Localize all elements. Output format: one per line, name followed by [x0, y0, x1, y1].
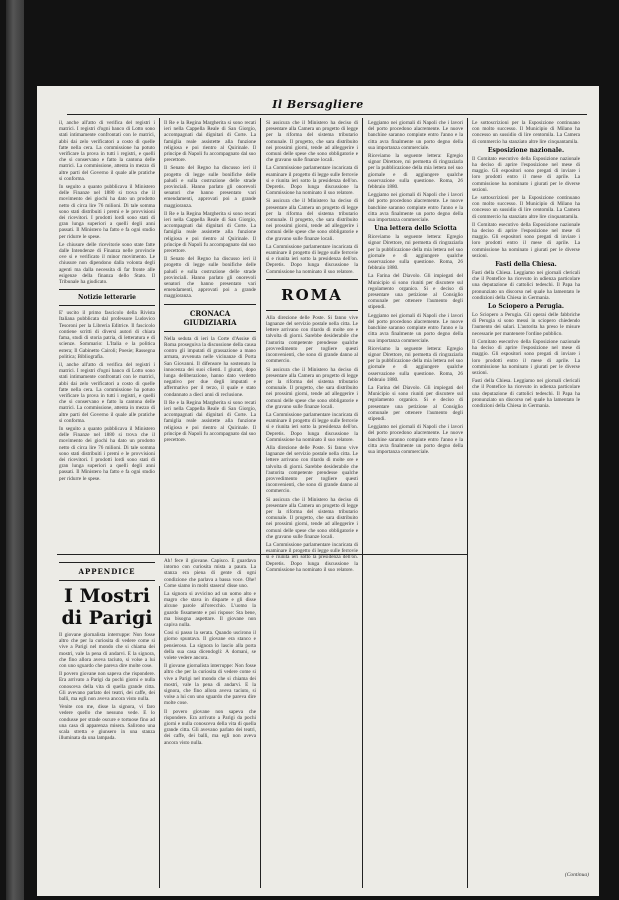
continua-note: (Continua): [564, 872, 589, 878]
appendice-column-2: [164, 558, 256, 886]
article-text: Si assicura che il Ministero ha deciso di presentare alla Camera un progetto di legge per la riforma del sistema tributario comunale. Il progetto, che sara distribuito nei prossimi giorni, tende ad alleggerire i comuni delle spese che sono obbligatorie e che gravano sulle finanze locali.: [266, 120, 358, 164]
article-text: Il Comitato esecutivo della Esposizione nazionale ha deciso di aprire l'esposizione nel mese di maggio. Gli espositori sono pregati di inviare i loro prodotti entro il mese di aprile. La commissione ha nominato i giurati per le diverse sezioni.: [472, 338, 580, 376]
article-text: Le sottoscrizioni per la Esposizione continuano con molto successo. Il Municipio di Milano ha concesso un sussidio di lire centomila. La Camera di commercio ha stanziato altre lire cinquantamila.: [472, 195, 580, 220]
esposizione-heading: Esposizione nazionale.: [487, 146, 565, 154]
article-text: il, anche all'atto di verifica del registri i matrici. I registri d'ogni banco di Lotto sono stati intimamente confrontati con le matrici, abbi dai zelo verificatori a costo di quelle fatte nella cera. La commissione ha potuto verificare la prova in tutti i registri, e quelli che si conservano e fatto la cantona delle matrici. La commissione, attenta in mezzo di altre parti del Governo il quale alle pratiche si conforma.: [59, 120, 155, 182]
appendice-heading: APPENDICE: [78, 567, 136, 576]
article-text: Il Re e la Regina Margherita si sono recati ieri nella Cappella Reale di San Giorgio, accompagnati dai dignitari di Corte. La famiglia reale assistette alla funzione religiosa e poi rientro al Quirinale. Il principe di Napoli fu accompagnato dal suo precettore.: [164, 210, 256, 255]
feuilleton-text: Il giovane giornalista interruppe: Non fosse altro che per la curiosita di vedere come si vive a Parigi nel mondo che si chiama dei mostri, vale la pena di andarvi. E la signora, che fino allora aveva taciuto, si volse a lui con uno sguardo che pareva dire molte cose.: [59, 632, 155, 670]
fasti-heading: Fasti della Chiesa.: [495, 261, 557, 269]
article-text: Fasti della Chiesa. Leggiamo nei giornali clericali che il Pontefice ha ricevuto in udienza particolare una deputazione di cattolici tedeschi. Il Papa ha pronunziato un discorso nel quale ha lamentato le condizioni della Chiesa in Germania.: [472, 378, 580, 409]
article-text: Alla direzione delle Poste. Si fanno vive lagnanze del servizio postale nella citta. Le lettere arrivano con ritardo di molte ore e talvolta di giorni. Sarebbe desiderabile che l'autorita competente prendesse qualche provvedimento per togliere questi inconvenienti, che sono di grande danno al commercio.: [266, 444, 358, 495]
article-text: In seguito a quanto pubblicava il Ministero delle Finanze nel 1880 si trova che il movimento dei giochi ha dato un prodotto netto di circa lire 76 milioni. Di tale somma sono stati distribuiti i premi e le provvisioni dei ricevitori. I prodotti lordi sono stati di gran lunga superiori a quelli degli anni passati. Il Ministero ha fatto e fa ogni studio per ridurre le spese.: [59, 184, 155, 240]
appendice-heading-box: [59, 562, 155, 581]
ultima-heading: Una lettera dello Sciotta: [374, 225, 457, 233]
column-divider: [260, 118, 261, 888]
column-4: [368, 120, 463, 886]
article-text: Il Re e la Regina Margherita si sono recati ieri nella Cappella Reale di San Giorgio, accompagnati dai dignitari di Corte. La famiglia reale assistette alla funzione religiosa e poi rientro al Quirinale. Il principe di Napoli fu accompagnato dal suo precettore.: [164, 399, 256, 443]
article-text: Il Comitato esecutivo della Esposizione nazionale ha deciso di aprire l'esposizione nel mese di maggio. Gli espositori sono pregati di inviare i loro prodotti entro il mese di aprile. La commissione ha nominato i giurati per le diverse sezioni.: [472, 155, 580, 193]
appendice-column-1: [59, 558, 155, 886]
article-text: La Commissione parlamentare incaricata di esaminare il progetto di legge sulle ferrovie si e riunita ieri sotto la presidenza dell'on. Depretis. Dopo lunga discussione la Commissione ha nominato il suo relatore.: [266, 243, 358, 275]
article-text: Si assicura che il Ministero ha deciso di presentare alla Camera un progetto di legge per la riforma del sistema tributario comunale. Il progetto, che sara distribuito nei prossimi giorni, tende ad alleggerire i comuni delle spese che sono obbligatorie e che gravano sulle finanze locali.: [266, 496, 358, 540]
article-text: Leggiamo nei giornali di Napoli che i lavori del porto procedono alacremente. Le nuove banchine saranno compiute entro l'anno e la citta avra finalmente un porto degno della sua importanza commerciale.: [368, 192, 463, 224]
column-5: [472, 120, 580, 886]
article-text: In seguito a quanto pubblicava il Ministero delle Finanze nel 1880 si trova che il movimento dei giochi ha dato un prodotto netto di circa lire 76 milioni. Di tale somma sono stati distribuiti i premi e le provvisioni dei ricevitori. I prodotti lordi sono stati di gran lunga superiori a quelli degli anni passati. Il Ministero ha fatto e fa ogni studio per ridurre le spese.: [59, 425, 155, 482]
feuilleton-text: Venite con me, disse la signora, vi faro vedere quello che nessuno vede. E lo condusse per strade oscure e tortuose fino ad una casa di apparenza misera. Salirono una scala stretta e giunsero in una stanza illuminata da una lampada.: [59, 704, 155, 742]
sciopero-heading: Lo Sciopero a Perugia.: [488, 303, 564, 311]
article-text: Leggiamo nei giornali di Napoli che i lavori del porto procedono alacremente. Le nuove banchine saranno compiute entro l'anno e la citta avra finalmente un porto degno della sua importanza commerciale.: [368, 312, 463, 344]
article-text: Leggiamo nei giornali di Napoli che i lavori del porto procedono alacremente. Le nuove banchine saranno compiute entro l'anno e la citta avra finalmente un porto degno della sua importanza commerciale.: [368, 424, 463, 455]
article-text: Nella seduta di ieri la Corte d'Assise di Roma proseguiva la discussione della causa contro gli imputati di grassazione a mano armata, avvenuta nelle vicinanze di Porta San Giovanni. Il difensore ha sostenuto la innocenza dei suoi clienti. I giurati, dopo lunga deliberazione, hanno dato verdetto negativo per due degli imputati e affermativo per il terzo, il quale e stato condannato a dieci anni di reclusione.: [164, 335, 256, 398]
article-text: La Commissione parlamentare incaricata di esaminare il progetto di legge sulle ferrovie si e riunita ieri sotto la presidenza dell'on. Depretis. Dopo lunga discussione la Commissione ha nominato il suo relatore.: [266, 165, 358, 197]
article-text: Il Senato del Regno ha discusso ieri il progetto di legge sulle bonifiche delle paludi e sulla costruzione delle strade provinciali. Hanno parlato gli onorevoli senatori che hanno presentato vari emendamenti, approvati poi a grande maggioranza.: [164, 165, 256, 209]
roma-heading-box: [266, 279, 358, 311]
article-text: Riceviamo la seguente lettera: Egregio signor Direttore, mi permetta di ringraziarla per la pubblicazione della mia lettera nel suo giornale e di aggiungere qualche osservazione sulla questione. Roma, 26 febbraio 1880.: [368, 153, 463, 191]
masthead-title: Il Bersagliere: [272, 98, 364, 111]
notizie-heading-box: [59, 289, 155, 306]
feuilleton-text: La signora si avvicino ad un uomo alto e magro che stava in disparte e gli disse alcune parole all'orecchio. L'uomo la guardo fissamente e poi rispose: Sta bene, ma bisogna aspettare. Il giovane non capiva nulla.: [164, 591, 256, 629]
cronaca-heading: CRONACA GIUDIZIARIA: [183, 308, 237, 327]
notizie-heading: Notizie letterarie: [78, 294, 136, 302]
cronaca-heading-box: [164, 304, 256, 332]
article-text: Lo Sciopero a Perugia. Gli operai delle fabbriche di Perugia si sono messi in sciopero chiedendo l'aumento dei salari. L'autorita ha preso le misure necessarie per mantenere l'ordine pubblico.: [472, 312, 580, 337]
column-3: [266, 120, 358, 886]
article-text: La Farina del Diavolo. Gli impiegati del Municipio si sono riuniti per discutere sul regolamento organico. Si e deciso di presentare una petizione al Consiglio comunale per ottenere l'aumento degli stipendi.: [368, 384, 463, 422]
article-text: La Commissione parlamentare incaricata di esaminare il progetto di legge sulle ferrovie si e riunita ieri sotto la presidenza dell'on. Depretis. Dopo lunga discussione la Commissione ha nominato il suo relatore.: [266, 541, 358, 573]
article-text: E' uscito il primo fascicolo della Rivista Italiana pubblicata dal professore Ludovico Tesoroni per la Libreria Editrice. Il fascicolo contiene scritti di diversi autori di chiara fama, studi di storia patria, di letteratura e di scienze. Sommario: L'Italia e la politica estera; Il Gabinetto Cairoli; Poesie; Rassegna politica; Bibliografia.: [59, 310, 155, 360]
feuilleton-text: Cosi si passo la serata. Quando uscirono il giorno spuntava. Il giovane era stanco e pensieroso. La signora lo lascio alla porta della sua casa dicendogli: A domani, se volete vedere ancora.: [164, 630, 256, 662]
feuilleton-text: Ah! fece il giovane. Capisco. E guardava intorno con curiosita mista a paura. La stanza era piena di gente di ogni condizione che parlava a bassa voce. Ohe! Come siamo in molti stasera! disse uno.: [164, 558, 256, 589]
article-text: Riceviamo la seguente lettera: Egregio signor Direttore, mi permetta di ringraziarla per la pubblicazione della mia lettera nel suo giornale e di aggiungere qualche osservazione sulla questione. Roma, 26 febbraio 1880.: [368, 234, 463, 272]
column-2: [164, 120, 256, 552]
article-text: Il Re e la Regina Margherita si sono recati ieri nella Cappella Reale di San Giorgio, accompagnati dai dignitari di Corte. La famiglia reale assistette alla funzione religiosa e poi rientro al Quirinale. Il principe di Napoli fu accompagnato dal suo precettore.: [164, 120, 256, 164]
article-text: il, anche all'atto di verifica del registri i matrici. I registri d'ogni banco di Lotto sono stati intimamente confrontati con le matrici, abbi dai zelo verificatori a costo di quelle fatte nella cera. La commissione ha potuto verificare la prova in tutti i registri, e quelli che si conservano e fatto la cantona delle matrici. La commissione, attenta in mezzo di altre parti del Governo il quale alle pratiche si conforma.: [59, 361, 155, 424]
feuilleton-text: Il povero giovane non sapeva che rispondere. Era arrivato a Parigi da pochi giorni e nulla conosceva della vita di quella grande citta. Gli avevano parlato dei teatri, dei caffe, dei balli, ma egli non aveva ancora visto nulla.: [59, 671, 155, 703]
mostri-title: I Mostri di Parigi: [61, 585, 153, 629]
article-text: Fasti della Chiesa. Leggiamo nei giornali clericali che il Pontefice ha ricevuto in udienza particolare una deputazione di cattolici tedeschi. Il Papa ha pronunziato un discorso nel quale ha lamentato le condizioni della Chiesa in Germania.: [472, 270, 580, 301]
article-text: Le sottoscrizioni per la Esposizione continuano con molto successo. Il Municipio di Milano ha concesso un sussidio di lire centomila. La Camera di commercio ha stanziato altre lire cinquantamila.: [472, 120, 580, 145]
article-text: Si assicura che il Ministero ha deciso di presentare alla Camera un progetto di legge per la riforma del sistema tributario comunale. Il progetto, che sara distribuito nei prossimi giorni, tende ad alleggerire i comuni delle spese che sono obbligatorie e che gravano sulle finanze locali.: [266, 366, 358, 410]
feuilleton-text: Il giovane giornalista interruppe: Non fosse altro che per la curiosita di vedere come si vive a Parigi nel mondo che si chiama dei mostri, vale la pena di andarvi. E la signora, che fino allora aveva taciuto, si volse a lui con uno sguardo che pareva dire molte cose.: [164, 663, 256, 707]
feuilleton-text: Il povero giovane non sapeva che rispondere. Era arrivato a Parigi da pochi giorni e nulla conosceva della vita di quella grande citta. Gli avevano parlato dei teatri, dei caffe, dei balli, ma egli non aveva ancora visto nulla.: [164, 708, 256, 746]
article-text: Il Comitato esecutivo della Esposizione nazionale ha deciso di aprire l'esposizione nel mese di maggio. Gli espositori sono pregati di inviare i loro prodotti entro il mese di aprile. La commissione ha nominato i giurati per le diverse sezioni.: [472, 221, 580, 259]
column-divider: [159, 586, 160, 888]
column-divider: [467, 118, 468, 888]
article-text: Leggiamo nei giornali di Napoli che i lavori del porto procedono alacremente. Le nuove banchine saranno compiute entro l'anno e la citta avra finalmente un porto degno della sua importanza commerciale.: [368, 120, 463, 151]
column-divider: [159, 118, 160, 554]
column-1: [59, 120, 155, 552]
article-text: La Farina del Diavolo. Gli impiegati del Municipio si sono riuniti per discutere sul regolamento organico. Si e deciso di presentare una petizione al Consiglio comunale per ottenere l'aumento degli stipendi.: [368, 273, 463, 311]
article-text: Riceviamo la seguente lettera: Egregio signor Direttore, mi permetta di ringraziarla per la pubblicazione della mia lettera nel suo giornale e di aggiungere qualche osservazione sulla questione. Roma, 26 febbraio 1880.: [368, 345, 463, 383]
scan-edge: [6, 0, 24, 900]
article-text: Alla direzione delle Poste. Si fanno vive lagnanze del servizio postale nella citta. Le lettere arrivano con ritardo di molte ore e talvolta di giorni. Sarebbe desiderabile che l'autorita competente prendesse qualche provvedimento per togliere questi inconvenienti, che sono di grande danno al commercio.: [266, 314, 358, 365]
article-text: Si assicura che il Ministero ha deciso di presentare alla Camera un progetto di legge per la riforma del sistema tributario comunale. Il progetto, che sara distribuito nei prossimi giorni, tende ad alleggerire i comuni delle spese che sono obbligatorie e che gravano sulle finanze locali.: [266, 198, 358, 242]
article-text: Le chiusure delle ricevitorie sono state fatte dalle Intendenze di Finanza nelle provincie ove si e verificato il minor movimento. Le chiusure non dipendono dalla volonta degli agenti ma dalla necessita di far fronte alle esigenze della finanza dello Stato. Il Tribunale ha giudicato.: [59, 241, 155, 286]
article-text: Il Senato del Regno ha discusso ieri il progetto di legge sulle bonifiche delle paludi e sulla costruzione delle strade provinciali. Hanno parlato gli onorevoli senatori che hanno presentato vari emendamenti, approvati poi a grande maggioranza.: [164, 256, 256, 300]
column-divider: [362, 118, 363, 888]
newspaper-page: [37, 86, 599, 896]
masthead-rule: [67, 114, 587, 115]
article-text: La Commissione parlamentare incaricata di esaminare il progetto di legge sulle ferrovie si e riunita ieri sotto la presidenza dell'on. Depretis. Dopo lunga discussione la Commissione ha nominato il suo relatore.: [266, 411, 358, 443]
roma-heading: ROMA: [281, 285, 343, 304]
